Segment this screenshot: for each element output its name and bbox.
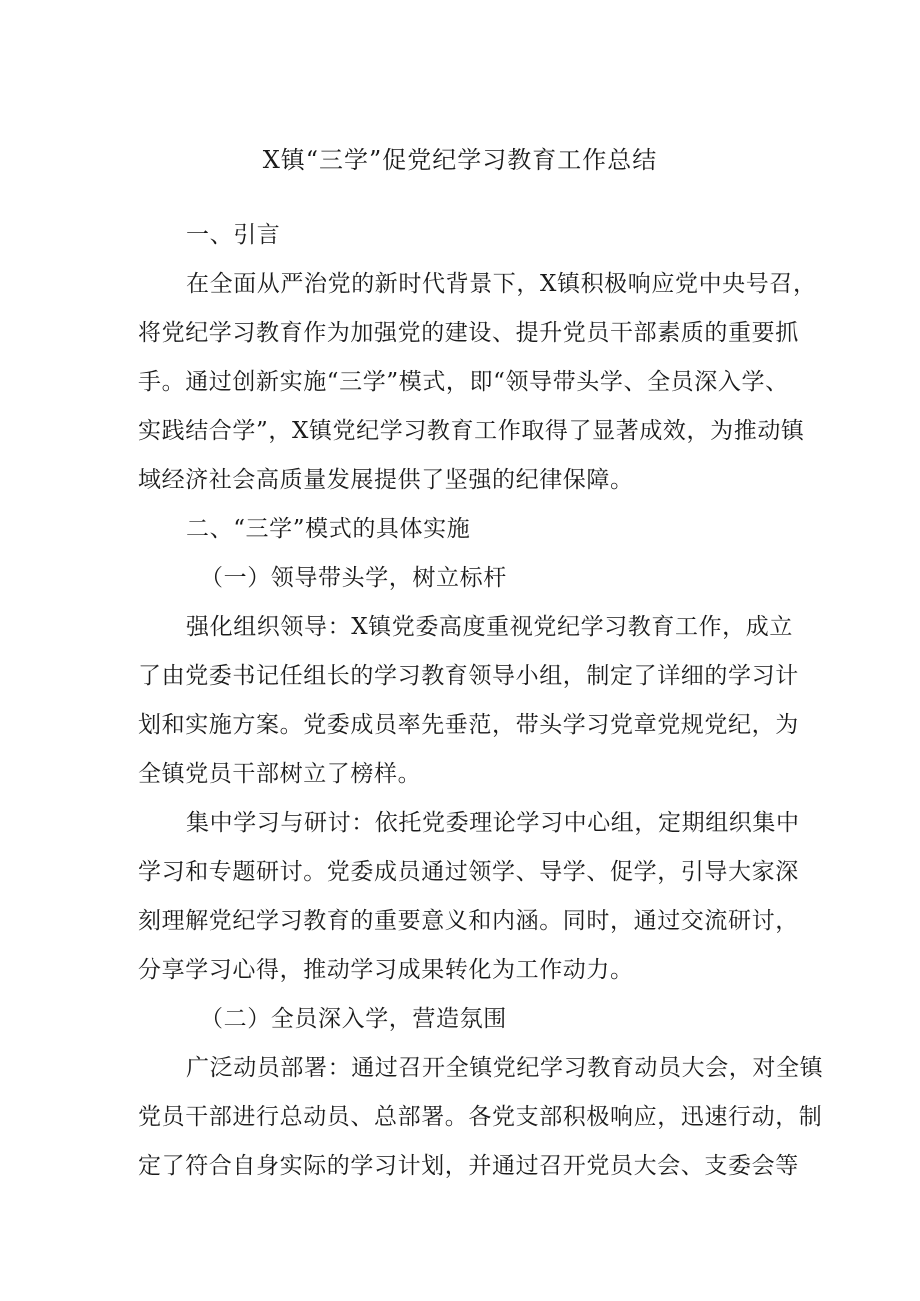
paragraph-line: 手。通过创新实施“三学”模式，即“领导带头学、全员深入学、 <box>138 369 789 395</box>
paragraph-line: 党员干部进行总动员、总部署。各党支部积极响应，迅速行动，制 <box>138 1104 823 1130</box>
document-title: X镇“三学”促党纪学习教育工作总结 <box>262 146 658 174</box>
paragraph-line: 强化组织领导：X镇党委高度重视党纪学习教育工作，成立 <box>186 614 793 640</box>
section-heading-implementation: 二、“三学”模式的具体实施 <box>186 516 471 542</box>
paragraph-line: 定了符合自身实际的学习计划，并通过召开党员大会、支委会等 <box>138 1153 799 1179</box>
section-heading-introduction: 一、引言 <box>186 222 281 248</box>
paragraph-line: 分享学习心得，推动学习成果转化为工作动力。 <box>138 957 634 983</box>
paragraph-line: 了由党委书记任组长的学习教育领导小组，制定了详细的学习计 <box>138 663 799 689</box>
paragraph-line: 实践结合学”，X镇党纪学习教育工作取得了显著成效，为推动镇 <box>138 418 805 444</box>
paragraph-line: 将党纪学习教育作为加强党的建设、提升党员干部素质的重要抓 <box>138 320 799 346</box>
subsection-heading-all-members: （二）全员深入学，营造氛围 <box>200 1006 507 1032</box>
paragraph-line: 集中学习与研讨：依托党委理论学习中心组，定期组织集中 <box>186 810 800 836</box>
paragraph-line: 学习和专题研讨。党委成员通过领学、导学、促学，引导大家深 <box>138 859 799 885</box>
paragraph-line: 域经济社会高质量发展提供了坚强的纪律保障。 <box>138 467 634 493</box>
paragraph-line: 广泛动员部署：通过召开全镇党纪学习教育动员大会，对全镇 <box>186 1055 824 1081</box>
paragraph-line: 在全面从严治党的新时代背景下，X镇积极响应党中央号召， <box>186 271 817 297</box>
subsection-heading-leaders: （一）领导带头学，树立标杆 <box>200 565 507 591</box>
paragraph-line: 划和实施方案。党委成员率先垂范，带头学习党章党规党纪，为 <box>138 712 799 738</box>
paragraph-line: 全镇党员干部树立了榜样。 <box>138 761 422 787</box>
paragraph-line: 刻理解党纪学习教育的重要意义和内涵。同时，通过交流研讨， <box>138 908 799 934</box>
